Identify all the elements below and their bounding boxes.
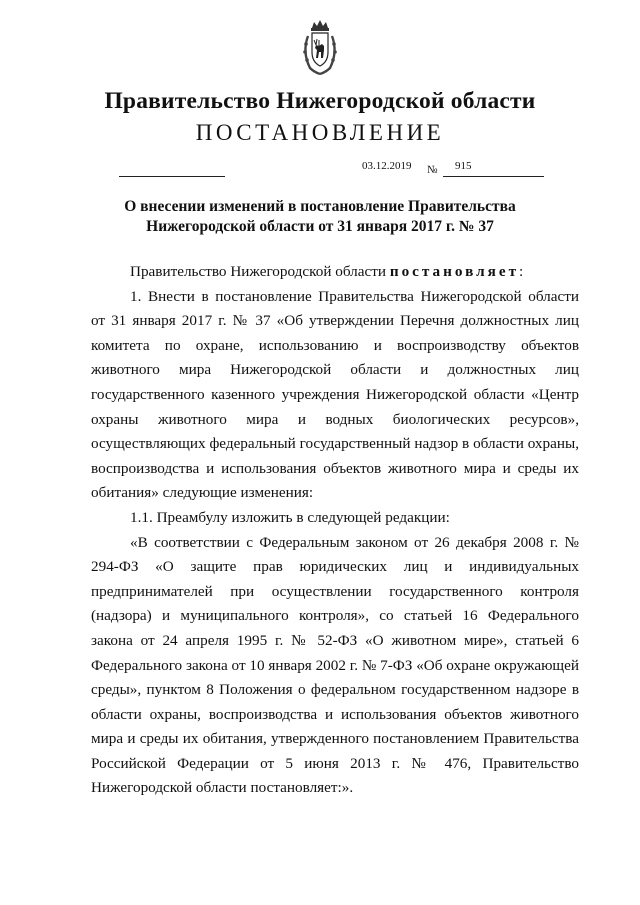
signature-line-left	[119, 176, 225, 177]
intro-suffix: :	[519, 263, 524, 280]
number-line	[443, 176, 544, 177]
number-sign: №	[427, 164, 438, 176]
intro-spaced: постановляет	[389, 263, 520, 280]
paragraph-1: 1. Внести в постановление Правительства Нижегородской области от 31 января 2017 г. № 37 «Об утверждении Перечня должностных лиц комитета по охране, использованию и воспроизводству объектов животного мира Нижегородской области и должностных лиц государственного казенного учреждения Нижегородской области «Центр охраны животного мира и водных биологических ресурсов», осуществляющих федеральный государственный надзор в области охраны, воспроизводства и использования объектов животного мира и среды их обитания» следующие изменения:	[91, 287, 579, 502]
paragraph-1-1: 1.1. Преамбулу изложить в следующей редакции:	[130, 508, 450, 526]
intro-paragraph	[91, 260, 579, 285]
government-title: Правительство Нижегородской области	[104, 88, 536, 114]
document-date: 03.12.2019	[362, 160, 412, 172]
document-subject	[0, 197, 640, 237]
document-number: 915	[455, 160, 472, 172]
subject-line-1: О внесении изменений в постановление Правительства	[124, 198, 516, 215]
document-type: ПОСТАНОВЛЕНИЕ	[195, 120, 445, 145]
coat-of-arms-icon	[300, 18, 340, 76]
document-body	[91, 260, 579, 801]
intro-prefix: Правительство Нижегородской области	[130, 263, 387, 280]
subject-line-2: Нижегородской области от 31 января 2017 г. № 37	[146, 218, 494, 235]
paragraph-preamble: «В соответствии с Федеральным законом от 26 декабря 2008 г. № 294-ФЗ «О защите прав юридических лиц и индивидуальных предпринимателей при осуществлении государственного контроля (надзора) и муниципального контроля», со статьей 16 Федерального закона от 24 апреля 1995 г. № 52-ФЗ «О животном мире», статьей 6 Федерального закона от 10 января 2002 г. № 7-ФЗ «Об охране окружающей среды», пунктом 8 Положения о федеральном государственном надзоре в области охраны, воспроизводства и использования объектов животного мира и среды их обитания, утвержденного постановлением Правительства Российской Федерации от 5 июня 2013 г. № 476, Правительство Нижегородской области постановляет:».	[91, 533, 579, 797]
